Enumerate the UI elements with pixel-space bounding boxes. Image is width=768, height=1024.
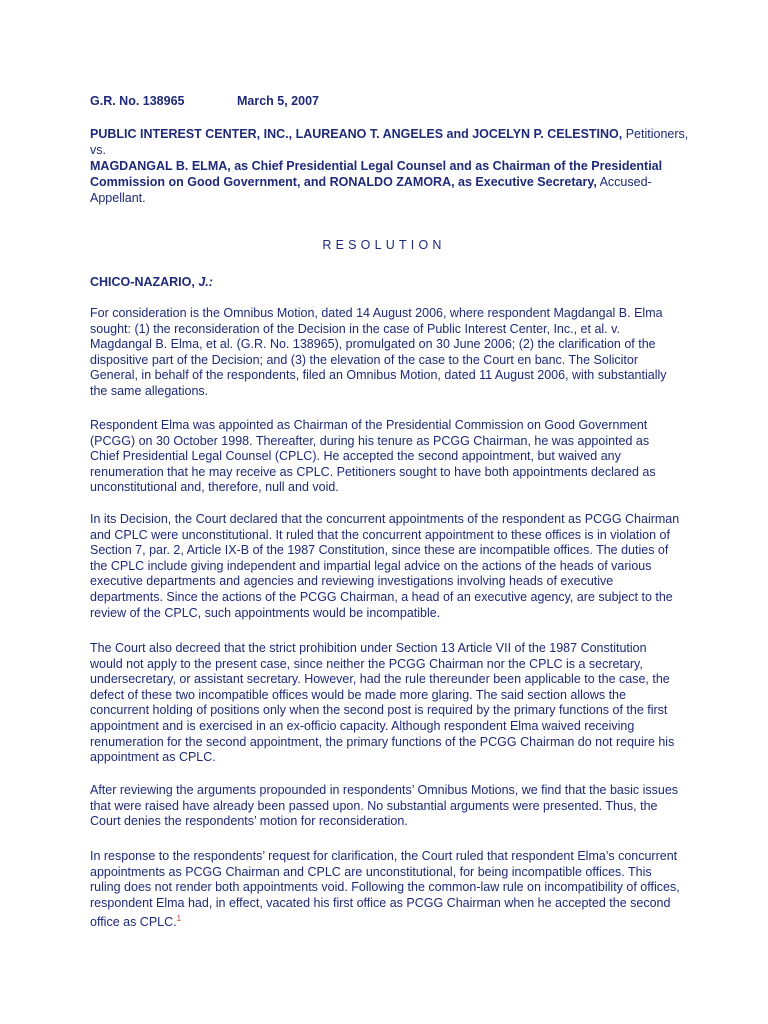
paragraph-3: In its Decision, the Court declared that the concurrent appointments of the respondent as PCGG Chairman and CPLC were unconstitutional. It ruled that the concurrent appointment to these offices is in violation of Section 7, par. 2, Article IX-B of the 1987 Constitution, since these are incompatible offices. The duties of the CPLC include giving independent and impartial legal advice on the actions of the heads of various executive departments and agencies and reviewing investigations involving heads of executive departments. Since the actions of the PCGG Chairman, a head of an executive agency, are subject to the review of the CPLC, such appointments would be incompatible. — [90, 512, 680, 620]
paragraph-6-text: In response to the respondents’ request for clarification, the Court ruled that respondent Elma’s concurrent appointments as PCGG Chairman and CPLC are unconstitutional, for being incompatible offices. This ruling does not render both appointments void. Following the common-law rule on incompatibility of offices, respondent Elma had, in effect, vacated his first office as PCGG Chairman when he accepted the second office as CPLC. — [90, 849, 680, 930]
paragraph-1: For consideration is the Omnibus Motion, dated 14 August 2006, where respondent Magdangal B. Elma sought: (1) the reconsideration of the Decision in the case of Public Interest Center, Inc., et al. v. Magdangal B. Elma, et al. (G.R. No. 138965), promulgated on 30 June 2006; (2) the clarification of the dispositive part of the Decision; and (3) the elevation of the case to the Court en banc. The Solicitor General, in behalf of the respondents, filed an Omnibus Motion, dated 11 August 2006, with substantially the same allegations. — [90, 306, 667, 398]
petitioners-names: PUBLIC INTEREST CENTER, INC., LAUREANO T. ANGELES and JOCELYN P. CELESTINO, — [90, 127, 623, 141]
case-header — [90, 94, 319, 108]
case-caption — [90, 126, 690, 206]
ponente-title: J.: — [198, 275, 213, 289]
ponente-name: CHICO-NAZARIO, — [90, 275, 195, 289]
petitioners-line — [90, 126, 690, 142]
respondents-line — [90, 158, 690, 206]
paragraph-4: The Court also decreed that the strict prohibition under Section 13 Article VII of the 1987 Constitution would not apply to the present case, since neither the PCGG Chairman nor the CPLC is a secretary, undersecretary, or assistant secretary. However, had the rule thereunder been applicable to the case, the defect of these two incompatible offices would be made more glaring. The said section allows the concurrent holding of positions only when the second post is required by the primary functions of the first appointment and is exercised in an ex-officio capacity. Although respondent Elma waived receiving renumeration for the second appointment, the primary functions of the PCGG Chairman do not require his appointment as CPLC. — [90, 641, 675, 765]
paragraph-6 — [90, 849, 680, 931]
respondents-names: MAGDANGAL B. ELMA, as Chief Presidential Legal Counsel and as Chairman of the Presidential Commission on Good Government, and RONALDO ZAMORA, as Executive Secretary, — [90, 159, 663, 189]
versus-label: vs. — [90, 143, 106, 157]
ponente — [90, 275, 213, 289]
case-number: G.R. No. 138965 — [90, 94, 185, 108]
paragraph-2: Respondent Elma was appointed as Chairman of the Presidential Commission on Good Government (PCGG) on 30 October 1998. Thereafter, during his tenure as PCGG Chairman, he was appointed as Chief Presidential Legal Counsel (CPLC). He accepted the second appointment, but waived any renumeration that he may receive as CPLC. Petitioners sought to have both appointments declared as unconstitutional and, therefore, null and void. — [90, 418, 656, 495]
footnote-link[interactable]: 1 — [176, 914, 182, 924]
case-date: March 5, 2007 — [237, 94, 319, 108]
resolution-heading: RESOLUTION — [322, 238, 446, 252]
petitioners-role: Petitioners, — [622, 127, 689, 141]
respondents-role: Accused-Appellant. — [90, 175, 652, 205]
paragraph-5: After reviewing the arguments propounded in respondents’ Omnibus Motions, we find that the basic issues that were raised have already been passed upon. No substantial arguments were presented. Thus, the Court denies the respondents’ motion for reconsideration. — [90, 783, 679, 829]
